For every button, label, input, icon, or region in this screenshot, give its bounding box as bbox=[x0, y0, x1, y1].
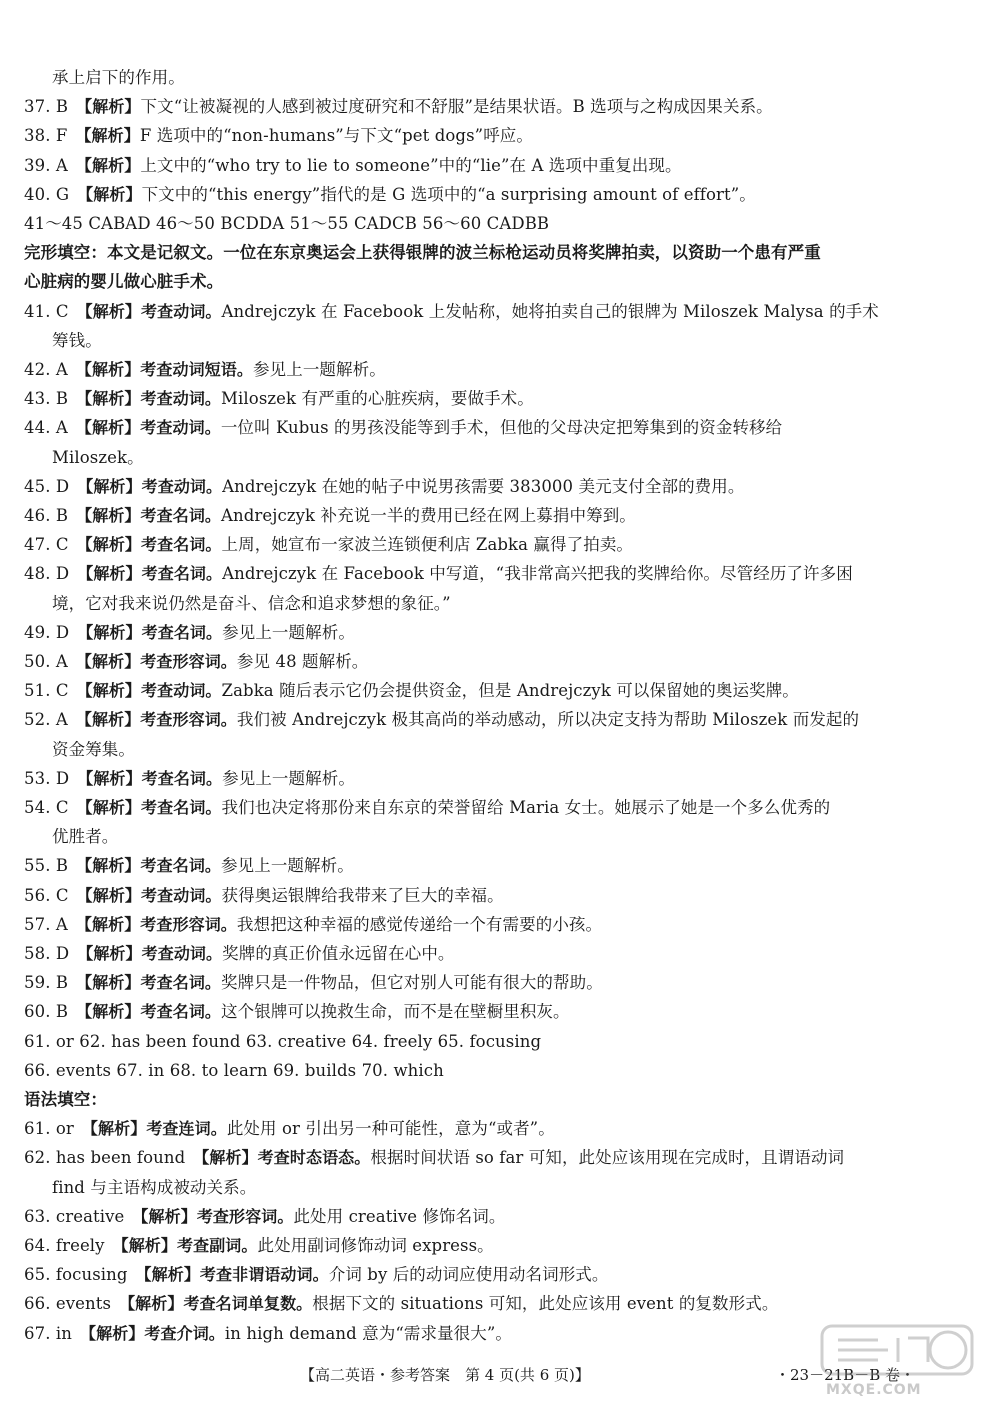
answer-number: 47. C bbox=[24, 535, 69, 555]
answer-number: 37. B bbox=[24, 97, 69, 117]
analysis-tag: 【解析】考查介词。 bbox=[80, 1323, 225, 1343]
answer-number: 38. F bbox=[24, 126, 68, 146]
line-text: 参见上一题解析。 bbox=[253, 360, 386, 379]
answer-number: 42. A bbox=[24, 360, 68, 379]
answer-line bbox=[24, 126, 960, 146]
analysis-tag: 【解析】考查动词短语。 bbox=[75, 360, 254, 379]
line-text: 上周，她宣布一家波兰连锁便利店 Zabka 赢得了拍卖。 bbox=[221, 535, 634, 555]
answer-line bbox=[24, 1032, 960, 1052]
answer-number: 65. focusing bbox=[24, 1265, 128, 1285]
analysis-tag: 【解析】考查时态语态。 bbox=[193, 1148, 371, 1168]
line-text: Andrejczyk 在 Facebook 上发帖称，她将拍卖自己的银牌为 Miloszek Malysa 的手术 bbox=[221, 301, 879, 321]
analysis-tag: 【解析】考查形容词。 bbox=[132, 1206, 294, 1226]
line-text: in high demand 意为“需求量很大”。 bbox=[224, 1323, 513, 1343]
line-text: 资金筹集。 bbox=[52, 739, 135, 759]
analysis-tag: 【解析】考查动词。 bbox=[76, 389, 222, 409]
line-text: Miloszek 有严重的心脏疾病，要做手术。 bbox=[221, 389, 534, 409]
analysis-tag: 【解析】 bbox=[77, 184, 142, 204]
answer-number: 50. A bbox=[24, 652, 68, 671]
answer-line bbox=[24, 915, 960, 935]
analysis-tag: 【解析】考查形容词。 bbox=[75, 710, 237, 730]
analysis-tag: 【解析】 bbox=[76, 97, 141, 117]
answer-number: 41. C bbox=[24, 301, 69, 321]
line-text: 参见上一题解析。 bbox=[222, 768, 355, 788]
line-text: 我想把这种幸福的感觉传递给一个有需要的小孩。 bbox=[236, 914, 603, 934]
answer-line bbox=[24, 710, 960, 730]
answer-line bbox=[24, 564, 960, 584]
heading-text: 心脏病的婴儿做心脏手术。 bbox=[24, 272, 224, 292]
line-text: 41～45 CABAD 46～50 BCDDA 51～55 CADCB 56～60 CADBB bbox=[24, 214, 550, 233]
answer-number: 45. D bbox=[24, 476, 70, 496]
answer-number: 61. or bbox=[24, 1119, 74, 1139]
answer-number: 46. B bbox=[24, 506, 69, 525]
section-heading bbox=[24, 243, 960, 263]
answer-line bbox=[24, 623, 960, 643]
answer-line bbox=[24, 1236, 960, 1256]
answer-line bbox=[52, 448, 960, 468]
answer-line bbox=[24, 1294, 960, 1314]
line-text: 介词 by 后的动词应使用动名词形式。 bbox=[328, 1265, 609, 1285]
analysis-tag: 【解析】考查名词。 bbox=[76, 1002, 222, 1022]
answer-number: 40. G bbox=[24, 184, 70, 204]
answer-line bbox=[52, 594, 960, 614]
answer-number: 43. B bbox=[24, 389, 69, 409]
answer-number: 58. D bbox=[24, 944, 70, 963]
line-text: 我们也决定将那份来自东京的荣誉留给 Maria 女士。她展示了她是一个多么优秀的 bbox=[221, 798, 831, 817]
analysis-tag: 【解析】考查名词。 bbox=[77, 768, 223, 788]
answer-line bbox=[52, 68, 960, 88]
answer-line bbox=[52, 1178, 960, 1198]
analysis-tag: 【解析】考查动词。 bbox=[77, 944, 223, 963]
analysis-tag: 【解析】考查名词。 bbox=[76, 973, 222, 993]
answer-line bbox=[24, 1002, 960, 1022]
answer-line bbox=[24, 973, 960, 993]
line-text: 此处用 or 引出另一种可能性，意为“或者”。 bbox=[226, 1119, 555, 1139]
line-text: Andrejczyk 补充说一半的费用已经在网上募捐中筹到。 bbox=[221, 506, 636, 525]
answer-line bbox=[24, 886, 960, 906]
line-text: Miloszek。 bbox=[52, 447, 144, 467]
line-text: 根据时间状语 so far 可知，此处应该用现在完成时，且谓语动词 bbox=[370, 1148, 845, 1168]
answer-number: 53. D bbox=[24, 768, 70, 788]
answer-number: 59. B bbox=[24, 973, 69, 993]
analysis-tag: 【解析】考查名词。 bbox=[77, 622, 223, 642]
footer-paper-code: ・23－21B－B 卷・ bbox=[775, 1366, 915, 1384]
answer-line bbox=[24, 1061, 960, 1081]
analysis-tag: 【解析】考查名词。 bbox=[76, 506, 222, 525]
answer-number: 52. A bbox=[24, 710, 68, 730]
answer-line bbox=[24, 360, 960, 380]
answer-line bbox=[24, 214, 960, 234]
answer-line bbox=[52, 827, 960, 847]
watermark-text: MXQE.COM bbox=[826, 1382, 922, 1398]
line-text: 下文中的“this energy”指代的是 G 选项中的“a surprising amount of effort”。 bbox=[141, 184, 756, 204]
line-text: 一位叫 Kubus 的男孩没能等到手术，但他的父母决定把筹集到的资金转移给 bbox=[220, 418, 783, 438]
answer-number: 62. has been found bbox=[24, 1148, 186, 1168]
line-text: 参见 48 题解析。 bbox=[236, 652, 369, 671]
answer-line bbox=[24, 681, 960, 701]
analysis-tag: 【解析】 bbox=[75, 155, 141, 175]
answer-line bbox=[24, 418, 960, 438]
line-text: F 选项中的“non-humans”与下文“pet dogs”呼应。 bbox=[139, 126, 533, 146]
analysis-tag: 【解析】考查名词。 bbox=[76, 798, 222, 817]
analysis-tag: 【解析】考查非谓语动词。 bbox=[135, 1265, 329, 1285]
answer-number: 48. D bbox=[24, 564, 70, 584]
watermark-stamp-icon bbox=[818, 1320, 988, 1380]
answer-number: 39. A bbox=[24, 155, 68, 175]
line-text: 奖牌的真正价值永远留在心中。 bbox=[222, 944, 455, 963]
line-text: 下文“让被凝视的人感到被过度研究和不舒服”是结果状语。B 选项与之构成因果关系。 bbox=[140, 97, 773, 117]
analysis-tag: 【解析】考查名词。 bbox=[77, 564, 223, 584]
answer-number: 64. freely bbox=[24, 1236, 105, 1255]
line-text: 奖牌只是一件物品，但它对别人可能有很大的帮助。 bbox=[221, 973, 603, 993]
analysis-tag: 【解析】考查形容词。 bbox=[75, 914, 237, 934]
answer-number: 57. A bbox=[24, 914, 68, 934]
answer-line bbox=[24, 506, 960, 526]
section-heading bbox=[24, 1090, 960, 1110]
analysis-tag: 【解析】考查连词。 bbox=[81, 1119, 227, 1139]
answer-line bbox=[24, 302, 960, 322]
analysis-tag: 【解析】考查动词。 bbox=[76, 885, 222, 905]
line-text: 承上启下的作用。 bbox=[52, 68, 185, 87]
heading-text: 语法填空： bbox=[24, 1090, 107, 1109]
answer-line bbox=[24, 97, 960, 117]
line-text: 根据下文的 situations 可知，此处应该用 event 的复数形式。 bbox=[312, 1294, 779, 1314]
analysis-tag: 【解析】 bbox=[75, 126, 140, 146]
answer-line bbox=[24, 1148, 960, 1168]
answer-line bbox=[24, 535, 960, 555]
line-text: 筹钱。 bbox=[52, 330, 102, 350]
footer-page-info: 【高二英语・参考答案 第 4 页(共 6 页)】 bbox=[300, 1366, 590, 1384]
answer-number: 49. D bbox=[24, 622, 70, 642]
line-text: Andrejczyk 在 Facebook 中写道，“我非常高兴把我的奖牌给你。尽管经历了许多困 bbox=[222, 564, 853, 584]
answer-line bbox=[24, 156, 960, 176]
answer-line bbox=[52, 331, 960, 351]
answer-number: 51. C bbox=[24, 681, 69, 701]
analysis-tag: 【解析】考查名词。 bbox=[76, 535, 222, 555]
line-text: 优胜者。 bbox=[52, 827, 119, 847]
answer-number: 66. events bbox=[24, 1294, 112, 1314]
analysis-tag: 【解析】考查名词单复数。 bbox=[119, 1294, 313, 1314]
analysis-tag: 【解析】考查动词。 bbox=[76, 301, 222, 321]
line-text: 此处用副词修饰动词 express。 bbox=[257, 1236, 494, 1255]
line-text: Andrejczyk 在她的帖子中说男孩需要 383000 美元支付全部的费用。 bbox=[222, 476, 745, 496]
line-text: find 与主语构成被动关系。 bbox=[52, 1177, 257, 1197]
answer-line bbox=[24, 389, 960, 409]
line-text: 66. events 67. in 68. to learn 69. builds 70. which bbox=[24, 1060, 444, 1080]
answer-number: 56. C bbox=[24, 885, 69, 905]
line-text: 境，它对我来说仍然是奋斗、信念和追求梦想的象征。” bbox=[52, 593, 451, 613]
answer-line bbox=[24, 798, 960, 818]
line-text: 上文中的“who try to lie to someone”中的“lie”在 A 选项中重复出现。 bbox=[140, 155, 682, 175]
analysis-tag: 【解析】考查动词。 bbox=[76, 681, 222, 701]
line-text: 获得奥运银牌给我带来了巨大的幸福。 bbox=[221, 885, 504, 905]
line-text: 参见上一题解析。 bbox=[221, 856, 354, 876]
answer-line bbox=[24, 652, 960, 672]
answer-number: 67. in bbox=[24, 1323, 72, 1343]
analysis-tag: 【解析】考查动词。 bbox=[77, 476, 223, 496]
watermark-logo bbox=[818, 1320, 988, 1400]
answer-line bbox=[24, 1119, 960, 1139]
line-text: 此处用 creative 修饰名词。 bbox=[293, 1206, 506, 1226]
answer-line bbox=[24, 1207, 960, 1227]
answer-number: 63. creative bbox=[24, 1206, 125, 1226]
line-text: 参见上一题解析。 bbox=[222, 622, 355, 642]
answer-line bbox=[52, 740, 960, 760]
analysis-tag: 【解析】考查副词。 bbox=[112, 1236, 258, 1255]
answer-line bbox=[24, 769, 960, 789]
heading-text: 完形填空：本文是记叙文。一位在东京奥运会上获得银牌的波兰标枪运动员将奖牌拍卖，以资助一个患有严重 bbox=[24, 243, 821, 263]
answer-number: 60. B bbox=[24, 1002, 69, 1022]
answer-line bbox=[24, 944, 960, 964]
answer-number: 55. B bbox=[24, 856, 69, 876]
analysis-tag: 【解析】考查名词。 bbox=[76, 856, 222, 876]
line-text: Zabka 随后表示它仍会提供资金，但是 Andrejczyk 可以保留她的奥运奖牌。 bbox=[221, 681, 799, 701]
section-heading bbox=[24, 272, 960, 292]
answer-line bbox=[24, 477, 960, 497]
answer-number: 54. C bbox=[24, 798, 69, 817]
analysis-tag: 【解析】考查形容词。 bbox=[75, 652, 237, 671]
line-text: 这个银牌可以挽救生命，而不是在壁橱里积灰。 bbox=[221, 1002, 570, 1022]
analysis-tag: 【解析】考查动词。 bbox=[75, 418, 221, 438]
line-text: 61. or 62. has been found 63. creative 64. freely 65. focusing bbox=[24, 1031, 542, 1051]
line-text: 我们被 Andrejczyk 极其高尚的举动感动，所以决定支持为帮助 Miloszek 而发起的 bbox=[236, 710, 860, 730]
answer-line bbox=[24, 185, 960, 205]
answer-number: 44. A bbox=[24, 418, 68, 438]
answer-line bbox=[24, 856, 960, 876]
answer-line bbox=[24, 1265, 960, 1285]
